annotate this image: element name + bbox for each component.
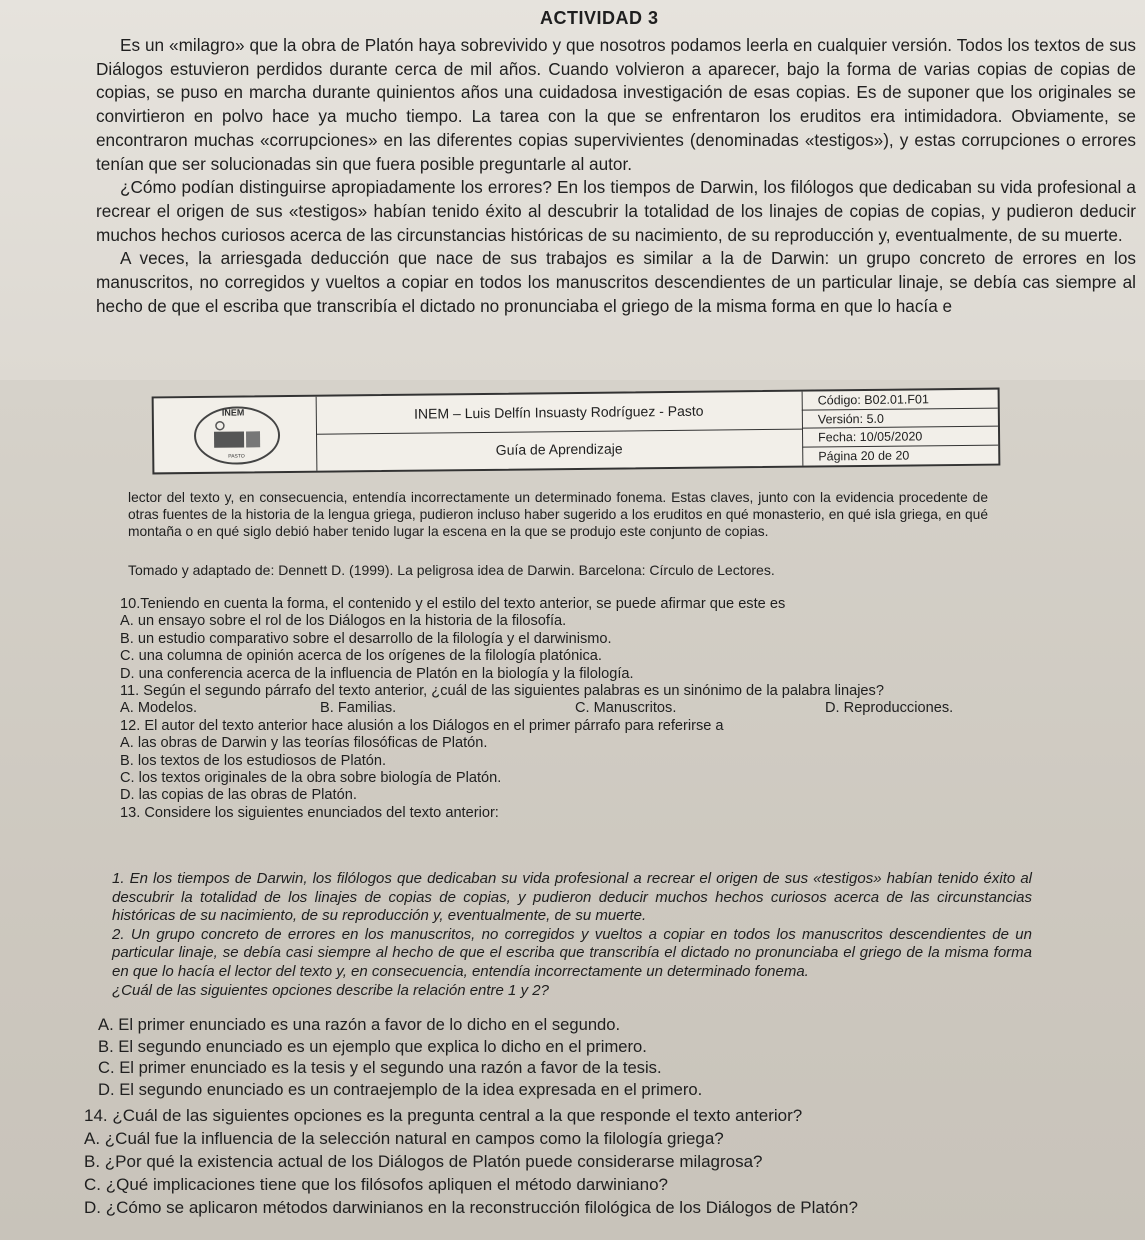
q13-statement-2: 2. Un grupo concreto de errores en los manuscritos, no corregidos y vueltos a copiar en todos los manuscritos descendientes de un particular linaje, se debía casi siempre al hecho de que el escriba que transcribía el dictado no pronunciaba el griego de la misma forma en que lo hacía el lector del texto y, en consecuencia, entendía incorrectamente un determinado fonema. (112, 925, 1032, 980)
logo-text: INEM (221, 407, 245, 418)
q13-options (98, 1014, 1048, 1100)
q11-option-d[interactable]: D. Reproducciones. (825, 700, 954, 717)
q12-option-b[interactable]: B. los textos de los estudiosos de Platón. (120, 752, 387, 769)
q13-option-a[interactable]: A. El primer enunciado es una razón a favor de lo dicho en el segundo. (98, 1015, 621, 1034)
q14-stem: 14. ¿Cuál de las siguientes opciones es la pregunta central a la que responde el texto anterior? (84, 1106, 803, 1125)
q13-stem: 13. Considere los siguientes enunciados del texto anterior: (120, 804, 499, 821)
intro-paragraph-1: Es un «milagro» que la obra de Platón haya sobrevivido y que nosotros podamos leerla en cualquier versión. Todos los textos de sus Diálogos estuvieron perdidos durante cerca de mil años. Cuando volvieron a aparecer, bajo la forma de varias copias de copias de copias, se puso en marcha durante quinientos años una cuidadosa investigación de esas copias. Es de suponer que los originales se convirtieron en polvo hace ya mucho tiempo. La tarea con la que se enfrentaron los eruditos era intimidadora. Obviamente, se encontraron muchas «corrupciones» en las diferentes copias supervivientes (denominadas «testigos»), y estas corrupciones o errores tenían que ser solucionadas sin que fuera posible preguntarle al autor. (96, 35, 1136, 174)
logo-cell (154, 397, 318, 473)
institution-name: INEM – Luis Delfín Insuasty Rodríguez - Pasto (316, 392, 802, 435)
questions-10-12 (120, 596, 1020, 822)
q14-option-d[interactable]: D. ¿Cómo se aplicaron métodos darwinianos en la reconstrucción filológica de los Diálogos de Platón? (84, 1198, 858, 1217)
q14-option-c[interactable]: C. ¿Qué implicaciones tiene que los filósofos apliquen el método darwiniano? (84, 1175, 669, 1194)
q13-option-d[interactable]: D. El segundo enunciado es un contraejemplo de la idea expresada en el primero. (98, 1079, 703, 1099)
q12-stem: 12. El autor del texto anterior hace alusión a los Diálogos en el primer párrafo para referirse a (120, 717, 724, 734)
q10-option-b[interactable]: B. un estudio comparativo sobre el desarrollo de la filología y el darwinismo. (120, 630, 612, 647)
title-cell (316, 392, 804, 471)
logo-subtext: PASTO (228, 453, 245, 460)
intro-paragraph-3: A veces, la arriesgada deducción que nace de sus trabajos es similar a la de Darwin: un grupo concreto de errores en los manuscritos, no corregidos y vueltos a copiar en todos los manuscritos descendientes de un particular linaje, se debía cas siempre al hecho de que el escriba que transcribía el dictado no pronunciaba el griego de la misma forma en que lo hacía e (96, 248, 1136, 316)
q10-option-c[interactable]: C. una columna de opinión acerca de los orígenes de la filología platónica. (120, 648, 602, 665)
document-header-table (152, 388, 1001, 475)
q11-stem: 11. Según el segundo párrafo del texto anterior, ¿cuál de las siguientes palabras es un sinónimo de la palabra linajes? (120, 683, 884, 700)
meta-cell (802, 390, 999, 466)
q11-option-a[interactable]: A. Modelos. (120, 700, 198, 717)
continuation-paragraph: lector del texto y, en consecuencia, entendía incorrectamente un determinado fonema. Estas claves, junto con la evidencia procedente de otras fuentes de la historia de la lengua griega, pudieron incluso haber sugerido a los eruditos en qué monasterio, en qué isla griega, en qué montaña o en qué siglo debió haber tenido lugar la escena en la que se produjo este conjunto de copias. (128, 490, 988, 539)
school-logo-icon (192, 401, 283, 468)
top-page-sheet (0, 0, 1145, 380)
q10-option-d[interactable]: D. una conferencia acerca de la influencia de Platón en la biología y la filología. (120, 665, 634, 682)
doc-code: Código: B02.01.F01 (802, 390, 998, 411)
q12-option-d[interactable]: D. las copias de las obras de Platón. (120, 787, 357, 804)
q10-option-a[interactable]: A. un ensayo sobre el rol de los Diálogos en la historia de la filosofía. (120, 613, 567, 630)
question-14 (84, 1104, 1064, 1219)
q14-option-b[interactable]: B. ¿Por qué la existencia actual de los Diálogos de Platón puede considerarse milagrosa? (84, 1152, 763, 1171)
q12-option-c[interactable]: C. los textos originales de la obra sobre biología de Platón. (120, 770, 502, 787)
doc-page: Página 20 de 20 (818, 448, 910, 463)
q12-option-a[interactable]: A. las obras de Darwin y las teorías filosóficas de Platón. (120, 735, 488, 752)
q14-option-a[interactable]: A. ¿Cuál fue la influencia de la selección natural en campos como la filología griega? (84, 1129, 724, 1148)
q13-statement-1: 1. En los tiempos de Darwin, los filólogos que dedicaban su vida profesional a recrear el origen de sus «testigos» habían tenido éxito al descubrir la totalidad de los linajes de copias de copias, y pudieron deducir muchos hechos curiosos acerca de las circunstancias históricas de su nacimiento, de su reproducción y, eventualmente, de su muerte. (112, 870, 1032, 925)
intro-text (96, 34, 1136, 318)
q13-option-b[interactable]: B. El segundo enunciado es un ejemplo que explica lo dicho en el primero. (98, 1036, 647, 1056)
q13-statements (112, 870, 1032, 1000)
q11-option-c[interactable]: C. Manuscritos. (575, 700, 677, 717)
doc-date: Fecha: 10/05/2020 (802, 427, 998, 448)
q13-question: ¿Cuál de las siguientes opciones describe la relación entre 1 y 2? (112, 981, 549, 999)
q13-option-c[interactable]: C. El primer enunciado es la tesis y el segundo una razón a favor de la tesis. (98, 1058, 662, 1078)
activity-title: ACTIVIDAD 3 (540, 8, 659, 28)
doc-version: Versión: 5.0 (802, 408, 998, 429)
source-citation: Tomado y adaptado de: Dennett D. (1999). La peligrosa idea de Darwin. Barcelona: Círculo de Lectores. (128, 562, 775, 578)
guide-title: Guía de Aprendizaje (495, 440, 623, 458)
q11-options (120, 700, 1020, 717)
q10-stem: 10.Teniendo en cuenta la forma, el contenido y el estilo del texto anterior, se puede afirmar que este es (120, 596, 786, 612)
q11-option-b[interactable]: B. Familias. (320, 700, 397, 717)
intro-paragraph-2: ¿Cómo podían distinguirse apropiadamente los errores? En los tiempos de Darwin, los filólogos que dedicaban su vida profesional a recrear el origen de sus «testigos» habían tenido éxito al descubrir la totalidad de los linajes de copias de copias, y pudieron deducir muchos hechos curiosos acerca de las circunstancias históricas de su nacimiento, de su reproducción y, eventualmente, de su muerte. (96, 177, 1136, 245)
